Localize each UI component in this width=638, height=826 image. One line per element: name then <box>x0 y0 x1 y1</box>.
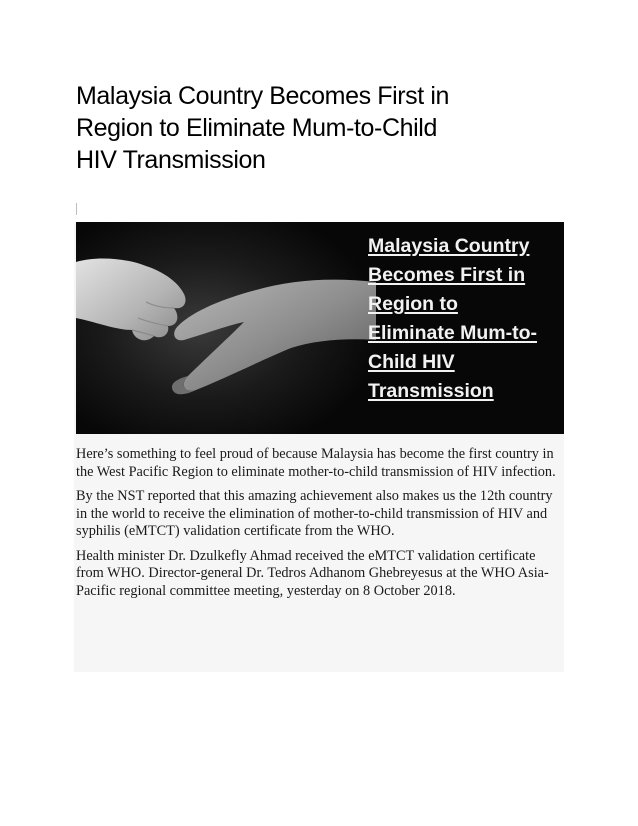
paragraph: Here’s something to feel proud of because Malaysia has become the first country in the West Pacific Region to eliminate mother-to-child transmission of HIV infection. <box>76 446 556 480</box>
title-line-1: Malaysia Country Becomes First in <box>76 82 450 110</box>
hands-illustration <box>76 222 376 434</box>
hero-line-4: Eliminate Mum-to- <box>368 322 537 344</box>
hero-line-3: Region to <box>368 293 458 315</box>
article-body <box>76 446 566 607</box>
hero-line-2: Becomes First in <box>368 264 526 286</box>
hero-line-6: Transmission <box>368 380 494 402</box>
paragraph: Health minister Dr. Dzulkefly Ahmad received the eMTCT validation certificate from WHO. Director-general Dr. Tedros Adhanom Ghebreyesus at the WHO Asia-Pacific regional committee meeting, yesterday on 8 October 2018. <box>76 547 549 599</box>
title-line-2: Region to Eliminate Mum-to-Child <box>76 114 437 142</box>
text-cursor-mark <box>76 203 77 215</box>
hero-line-1: Malaysia Country <box>368 235 530 257</box>
hero-line-5: Child HIV <box>368 351 455 373</box>
hero-image-caption <box>368 232 558 406</box>
hero-image <box>76 222 564 434</box>
title-line-3: HIV Transmission <box>76 146 266 174</box>
paragraph: By the NST reported that this amazing achievement also makes us the 12th country in the world to receive the elimination of mother-to-child transmission of HIV and syphilis (eMTCT) validation certificate from the WHO. <box>76 488 553 539</box>
article-title <box>76 80 546 176</box>
